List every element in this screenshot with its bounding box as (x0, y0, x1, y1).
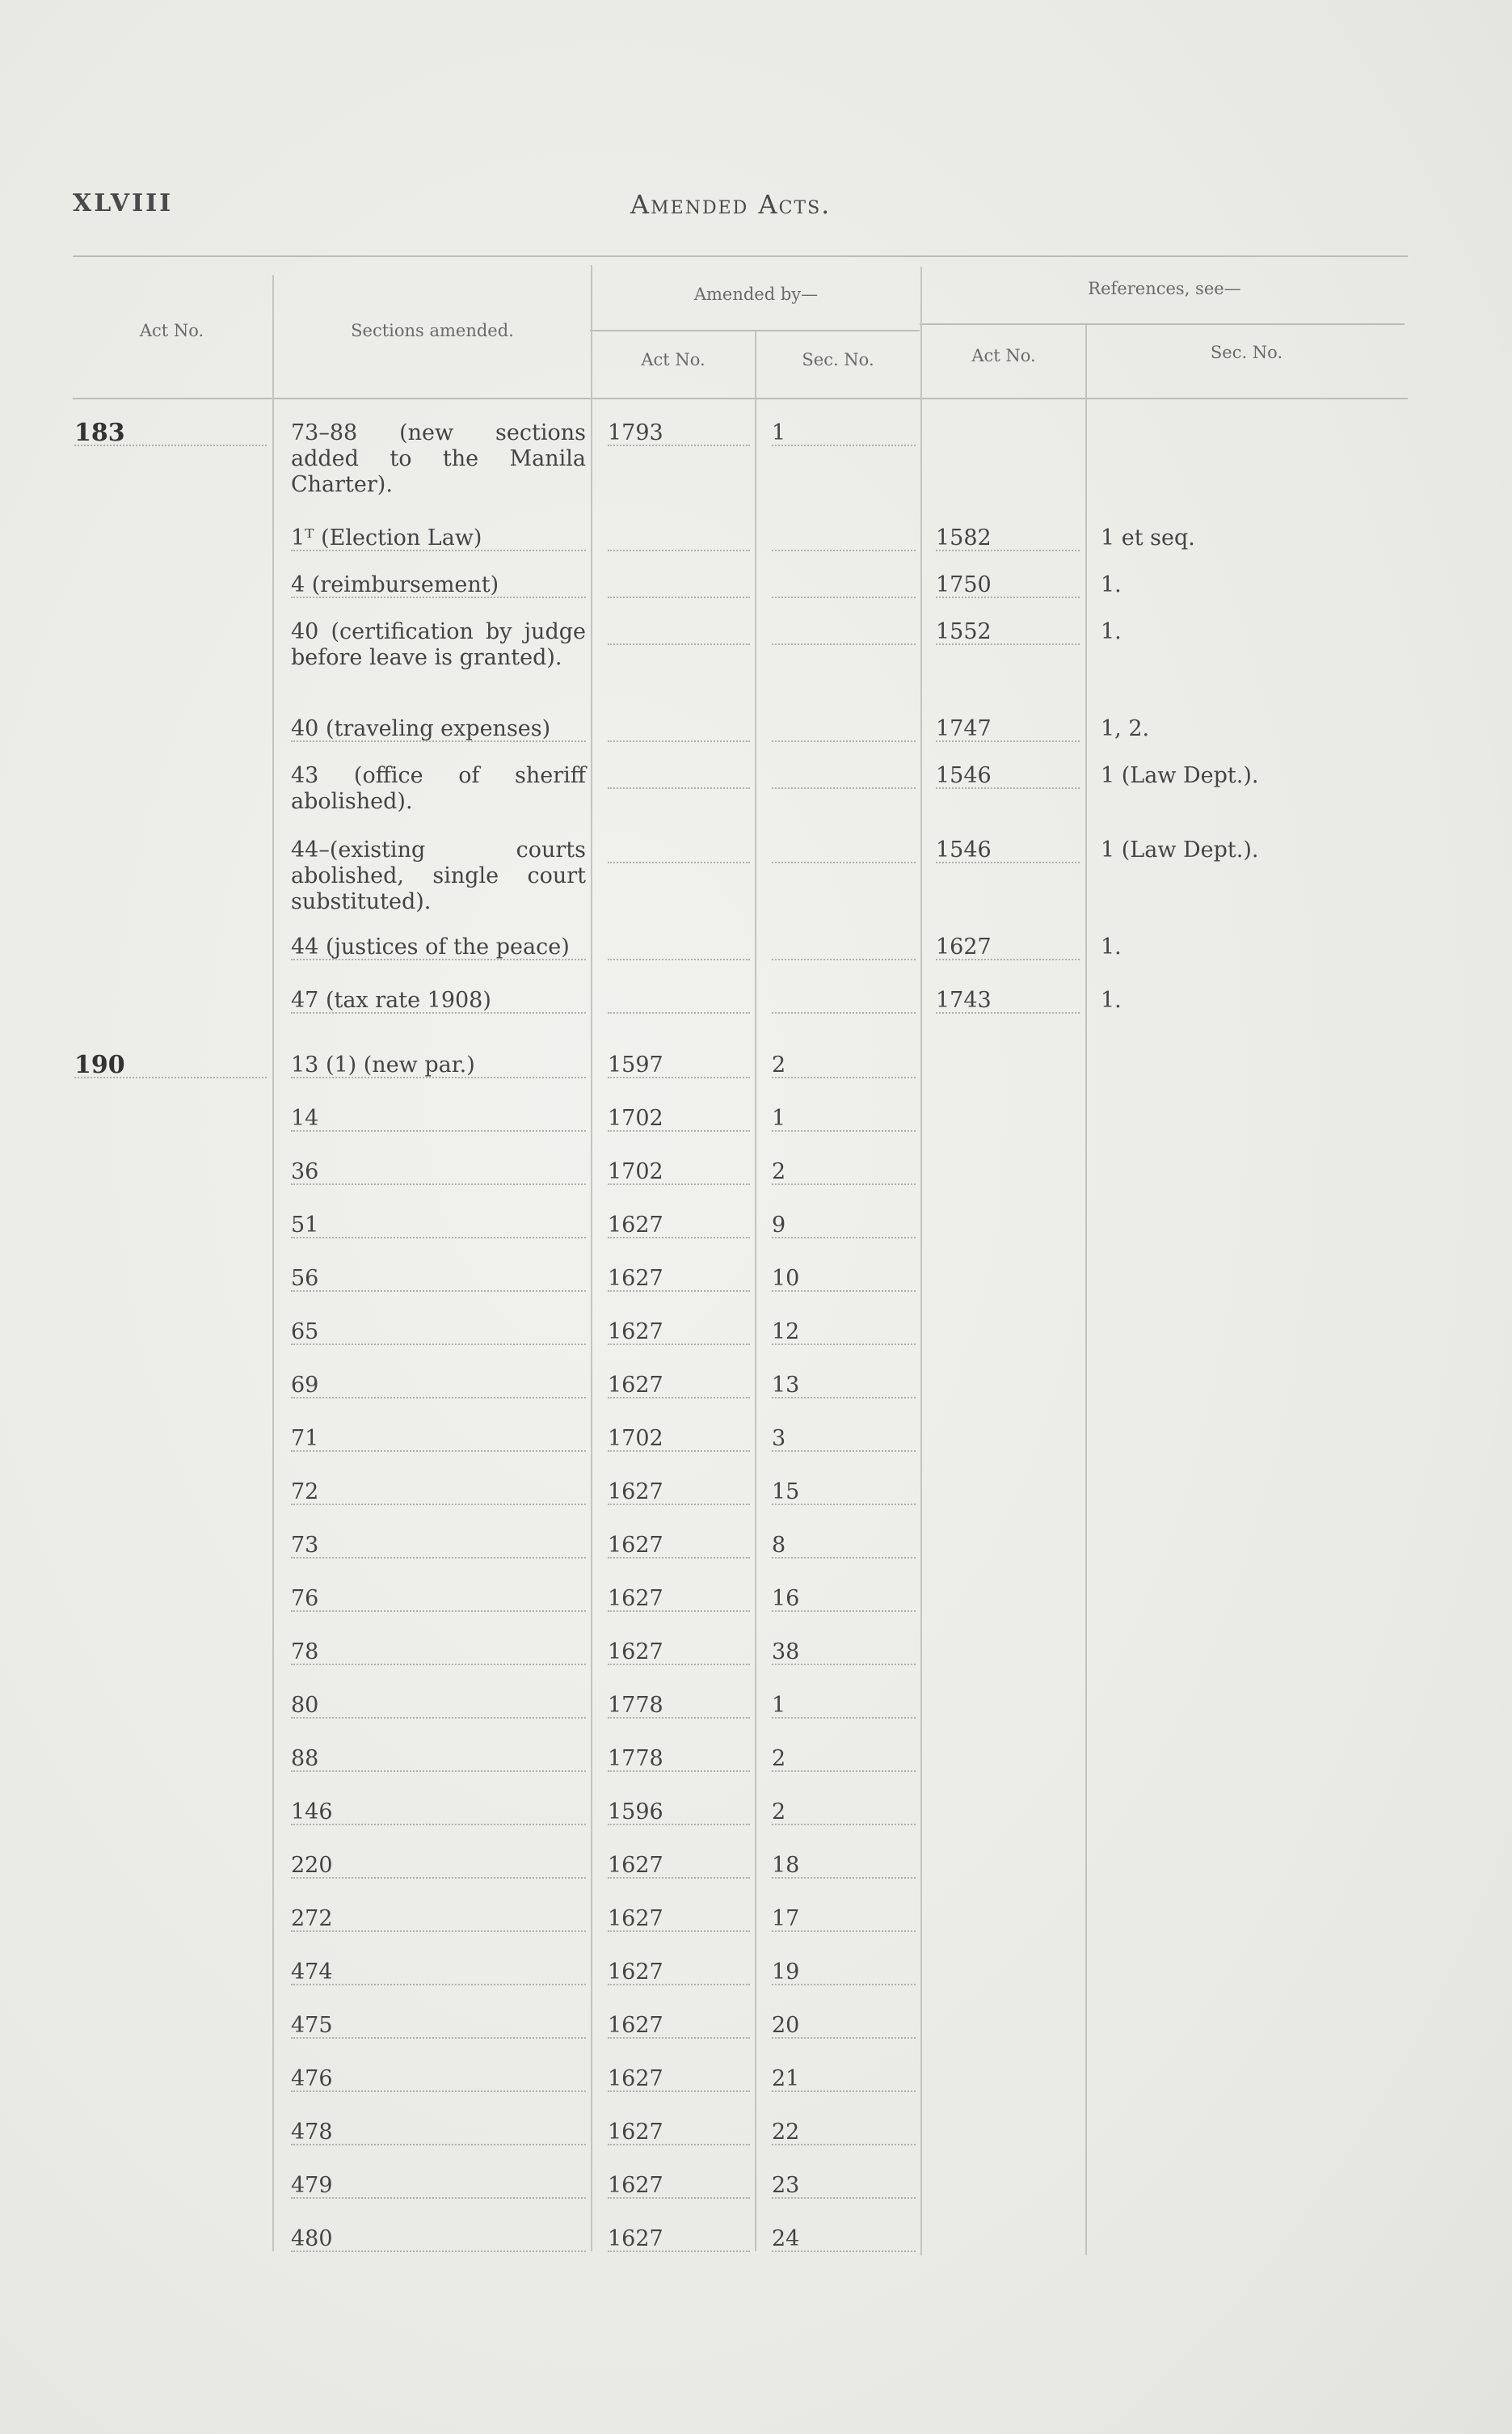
amended-sec-cell: 2 (772, 1052, 916, 1078)
amended-act-cell: 1627 (608, 1373, 750, 1398)
section-cell: 40 (traveling expenses) (291, 716, 586, 742)
header-act-no: Act No. (139, 321, 204, 340)
section-cell: 146 (291, 1799, 586, 1825)
amended-sec-cell: 21 (772, 2066, 916, 2092)
amended-sec-cell (772, 572, 916, 598)
amended-sec-cell: 15 (772, 1479, 916, 1505)
amended-sec-cell: 13 (772, 1373, 916, 1398)
amended-act-cell (608, 572, 750, 598)
header-amended-sec-no: Sec. No. (802, 350, 874, 369)
ref-act-cell: 1552 (936, 619, 1080, 645)
amended-act-cell: 1627 (608, 1639, 750, 1665)
ref-act-cell: 1627 (936, 934, 1080, 960)
section-cell: 1ᵀ (Election Law) (291, 525, 586, 551)
header-sections-amended: Sections amended. (351, 321, 514, 340)
section-cell: 88 (291, 1746, 586, 1772)
amended-sec-cell (772, 619, 916, 645)
amended-sec-cell: 1 (772, 1693, 916, 1719)
amended-sec-cell: 8 (772, 1533, 916, 1559)
ref-sec-cell: 1. (1101, 988, 1122, 1013)
amended-act-cell: 1702 (608, 1426, 750, 1452)
amended-act-cell: 1627 (608, 1959, 750, 1985)
ref-sec-cell: 1. (1101, 572, 1122, 597)
amended-act-cell: 1627 (608, 2066, 750, 2092)
amended-act-cell: 1627 (608, 1213, 750, 1238)
section-cell: 44 (justices of the peace) (291, 934, 586, 960)
ref-sec-cell: 1. (1101, 619, 1122, 644)
amended-act-cell: 1793 (608, 420, 750, 446)
amended-sec-cell: 1 (772, 420, 916, 446)
amended-sec-cell: 9 (772, 1213, 916, 1238)
amended-sec-cell: 20 (772, 2013, 916, 2039)
col-divider-4 (920, 267, 922, 2255)
page-title: Amended Acts. (630, 189, 832, 220)
section-cell: 51 (291, 1213, 586, 1238)
amended-sec-cell: 22 (772, 2120, 916, 2145)
amended-act-cell (608, 763, 750, 789)
amended-act-cell (608, 716, 750, 742)
amended-sec-cell: 17 (772, 1906, 916, 1932)
amended-act-cell: 1627 (608, 1853, 750, 1879)
amended-sec-cell: 2 (772, 1799, 916, 1825)
amended-sec-cell (772, 763, 916, 789)
amended-act-cell (608, 934, 750, 960)
amended-act-cell: 1627 (608, 1533, 750, 1559)
section-cell: 73–88 (new sections added to the Manila Charter). (291, 420, 586, 497)
section-cell: 475 (291, 2013, 586, 2039)
amended-sec-cell: 2 (772, 1159, 916, 1185)
amended-sec-cell: 19 (772, 1959, 916, 1985)
ref-sec-cell: 1, 2. (1101, 716, 1150, 741)
amended-sec-cell: 3 (772, 1426, 916, 1452)
section-cell: 474 (291, 1959, 586, 1985)
amended-act-cell: 1702 (608, 1159, 750, 1185)
amended-act-cell (608, 619, 750, 645)
section-cell: 480 (291, 2226, 586, 2252)
section-cell: 44–(existing courts abolished, single court substituted). (291, 837, 586, 914)
col-divider-2 (591, 265, 592, 2251)
amended-act-cell: 1627 (608, 1586, 750, 1612)
amended-act-cell (608, 525, 750, 551)
amended-act-cell: 1627 (608, 1319, 750, 1345)
table-top-rule (73, 255, 1408, 257)
section-cell: 47 (tax rate 1908) (291, 988, 586, 1014)
amended-sec-cell (772, 837, 916, 863)
amended-sec-cell: 10 (772, 1266, 916, 1292)
ref-sec-cell: 1 (Law Dept.). (1101, 837, 1259, 863)
section-cell: 4 (reimbursement) (291, 572, 586, 598)
ref-act-cell: 1747 (936, 716, 1080, 742)
amended-act-cell: 1702 (608, 1106, 750, 1132)
amended-sec-cell: 16 (772, 1586, 916, 1612)
header-amended-act-no: Act No. (641, 350, 705, 369)
amended-sec-cell (772, 988, 916, 1014)
section-cell: 72 (291, 1479, 586, 1505)
amended-sec-cell: 18 (772, 1853, 916, 1879)
amended-act-cell: 1627 (608, 1266, 750, 1292)
act-no-cell: 190 (74, 1052, 267, 1078)
section-cell: 78 (291, 1639, 586, 1665)
amended-sec-cell: 1 (772, 1106, 916, 1132)
section-cell: 220 (291, 1853, 586, 1879)
amended-act-cell: 1627 (608, 2226, 750, 2252)
ref-act-cell: 1546 (936, 763, 1080, 789)
section-cell: 13 (1) (new par.) (291, 1052, 586, 1078)
amended-sec-cell: 23 (772, 2173, 916, 2199)
amended-act-cell: 1596 (608, 1799, 750, 1825)
amended-sec-cell: 12 (772, 1319, 916, 1345)
section-cell: 80 (291, 1693, 586, 1719)
amended-act-cell: 1627 (608, 2173, 750, 2199)
amended-act-cell: 1778 (608, 1746, 750, 1772)
ref-sec-cell: 1 et seq. (1101, 525, 1195, 550)
running-head (73, 189, 1406, 230)
ref-act-cell: 1743 (936, 988, 1080, 1014)
header-amended-by: Amended by— (693, 285, 819, 304)
section-cell: 272 (291, 1906, 586, 1932)
section-cell: 73 (291, 1533, 586, 1559)
amended-sec-cell (772, 525, 916, 551)
section-cell: 40 (certification by judge before leave is granted). (291, 619, 586, 670)
section-cell: 69 (291, 1373, 586, 1398)
amended-act-cell: 1627 (608, 2013, 750, 2039)
section-cell: 65 (291, 1319, 586, 1345)
header-references-act-no: Act No. (971, 346, 1036, 365)
act-no-cell: 183 (74, 420, 267, 446)
section-cell: 478 (291, 2120, 586, 2145)
amended-sec-cell (772, 716, 916, 742)
amended-act-cell (608, 988, 750, 1014)
references-subrule (920, 323, 1405, 325)
ref-act-cell: 1582 (936, 525, 1080, 551)
ref-act-cell: 1750 (936, 572, 1080, 598)
amended-act-cell: 1627 (608, 1906, 750, 1932)
section-cell: 43 (office of sheriff abolished). (291, 763, 586, 814)
section-cell: 76 (291, 1586, 586, 1612)
section-cell: 36 (291, 1159, 586, 1185)
amended-act-cell (608, 837, 750, 863)
col-divider-1 (272, 275, 274, 2251)
section-cell: 56 (291, 1266, 586, 1292)
ref-sec-cell: 1. (1101, 934, 1122, 960)
header-references-sec-no: Sec. No. (1210, 343, 1283, 362)
amended-act-cell: 1597 (608, 1052, 750, 1078)
section-cell: 71 (291, 1426, 586, 1452)
amended-act-cell: 1627 (608, 2120, 750, 2145)
amended-sec-cell: 38 (772, 1639, 916, 1665)
amended-act-cell: 1627 (608, 1479, 750, 1505)
ref-act-cell: 1546 (936, 837, 1080, 863)
section-cell: 479 (291, 2173, 586, 2199)
col-divider-5 (1085, 325, 1087, 2255)
col-divider-3 (755, 331, 756, 2251)
page-number: XLVIII (73, 189, 174, 217)
amended-sec-cell (772, 934, 916, 960)
amended-sec-cell: 24 (772, 2226, 916, 2252)
amended-act-cell: 1778 (608, 1693, 750, 1719)
header-references: References, see— (1088, 279, 1241, 298)
section-cell: 14 (291, 1106, 586, 1132)
ref-sec-cell: 1 (Law Dept.). (1101, 763, 1259, 788)
section-cell: 476 (291, 2066, 586, 2092)
amended-sec-cell: 2 (772, 1746, 916, 1772)
